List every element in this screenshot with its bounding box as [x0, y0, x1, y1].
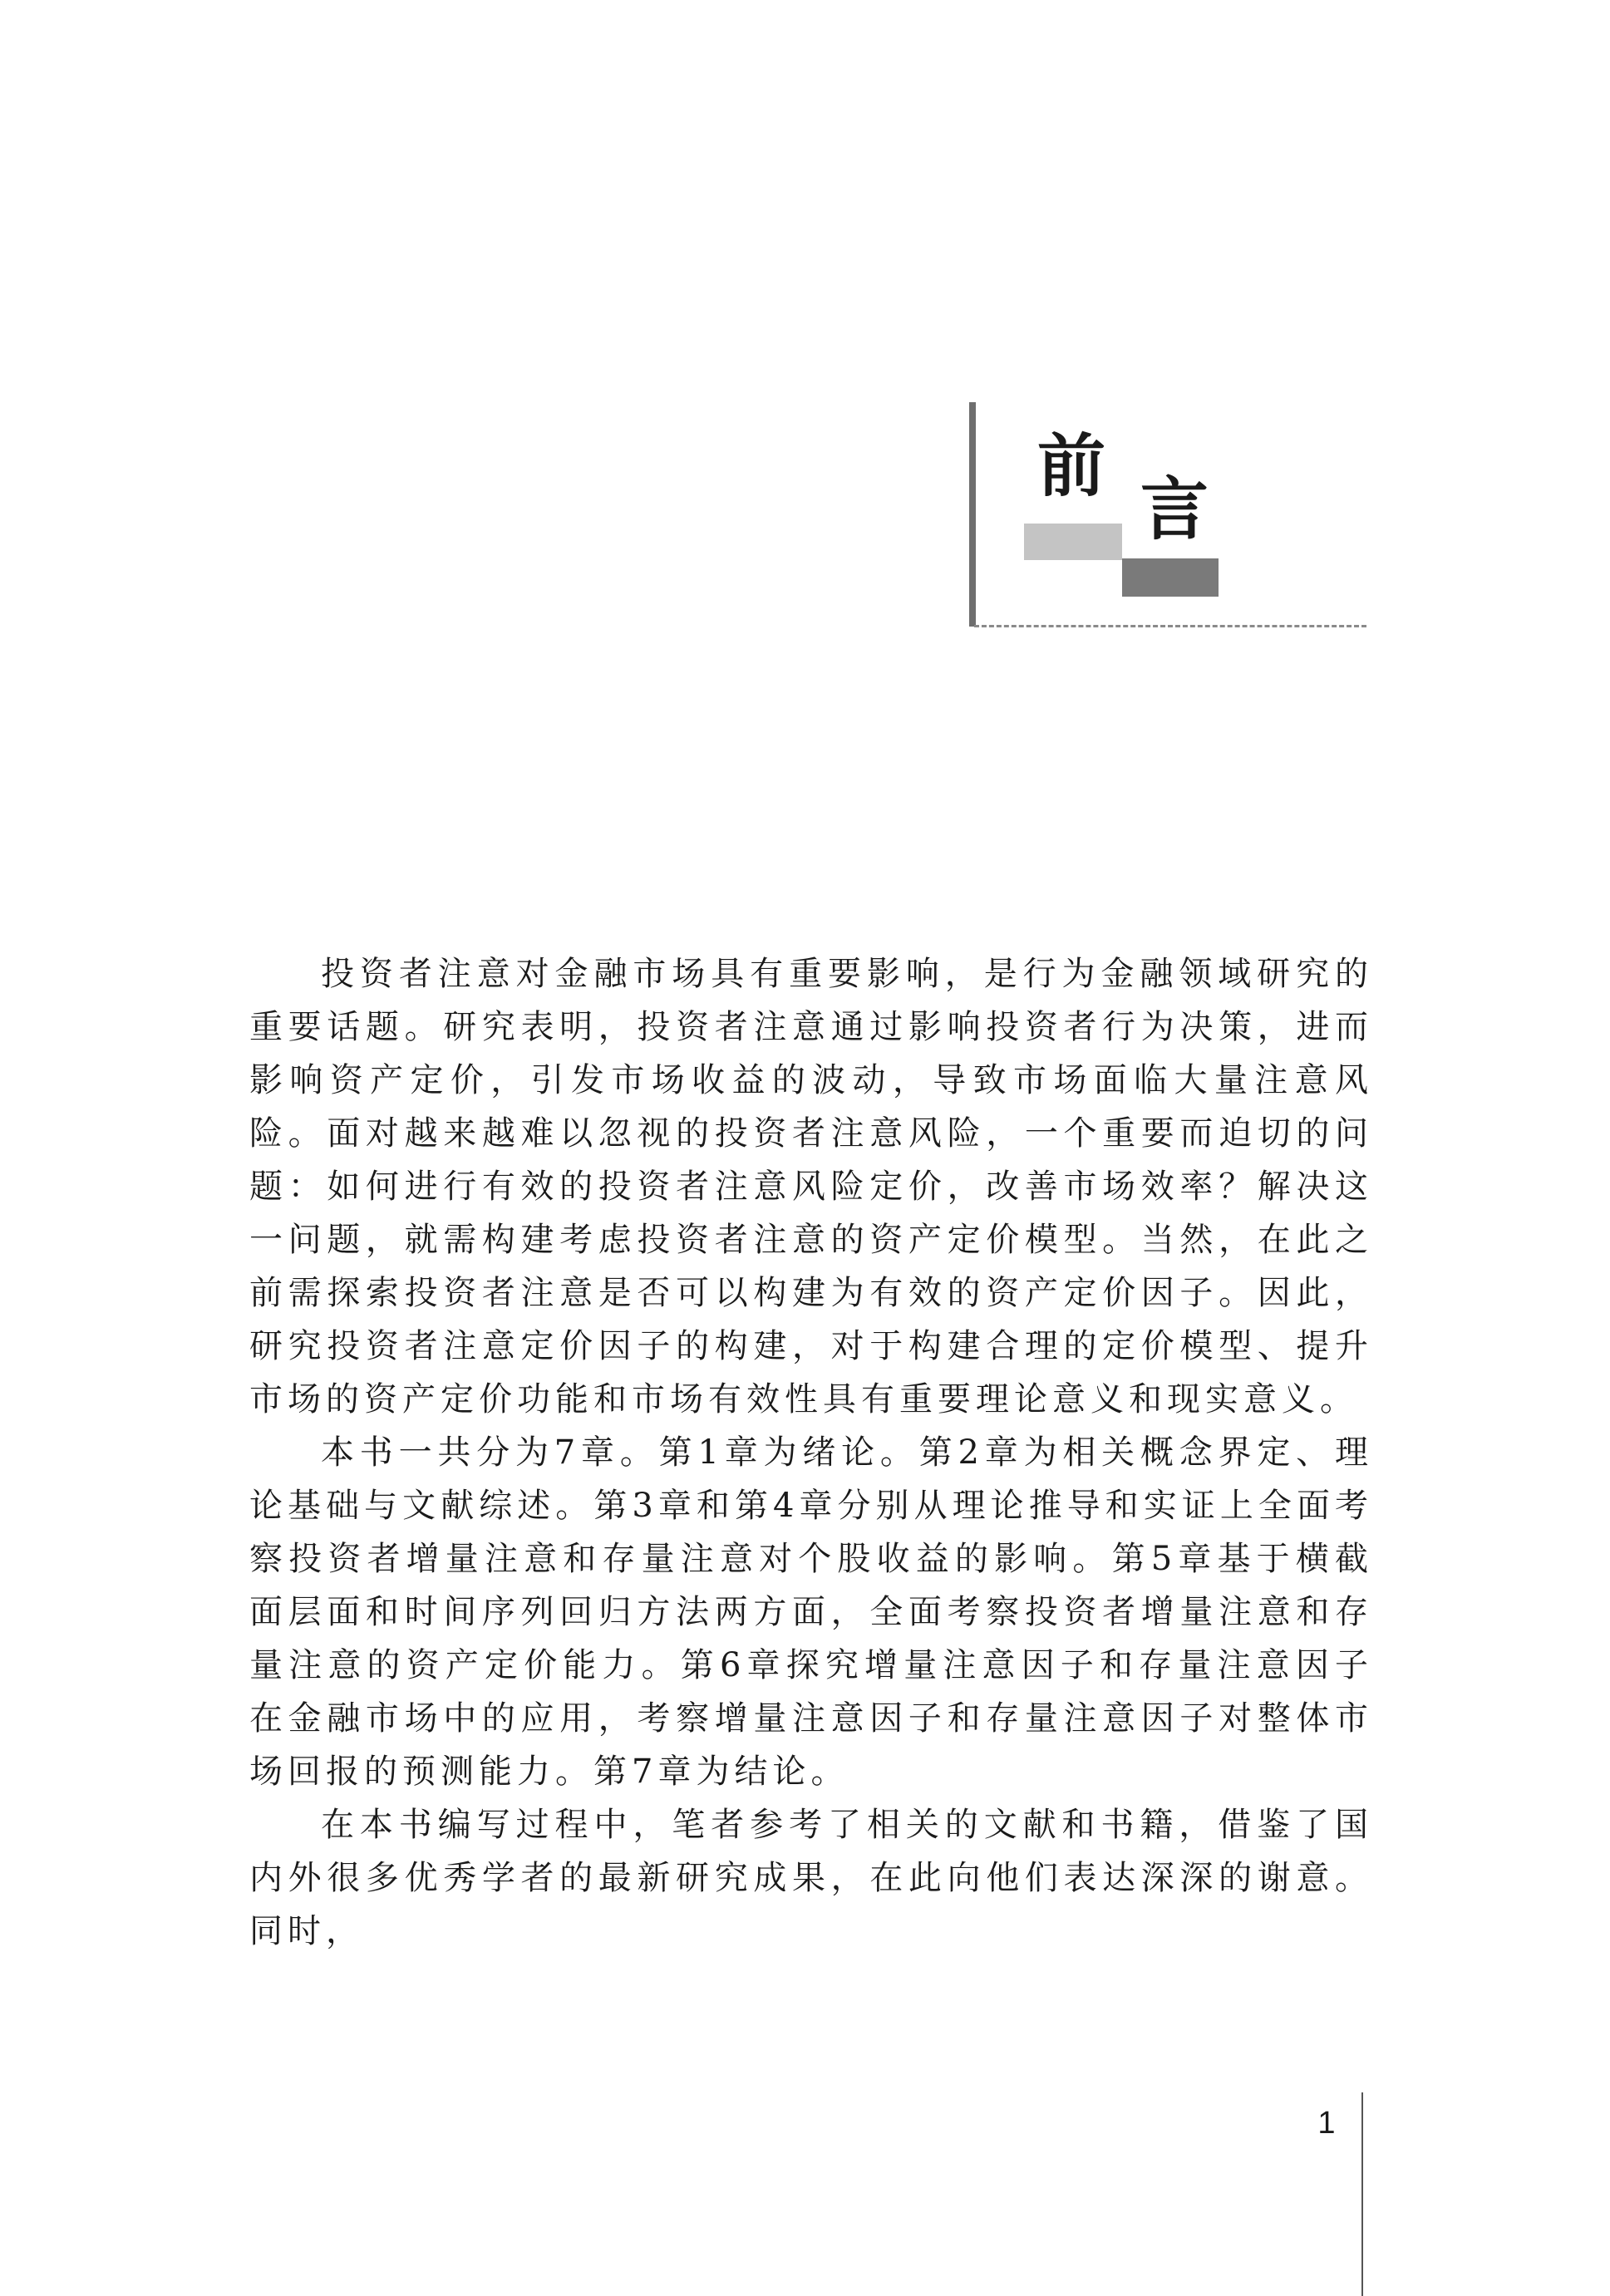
title-decoration-light-block — [1024, 524, 1122, 560]
footer-vertical-line — [1361, 2092, 1363, 2296]
paragraph-1: 投资者注意对金融市场具有重要影响，是行为金融领域研究的重要话题。研究表明，投资者注意通过影响投资者行为决策，进而影响资产定价，引发市场收益的波动，导致市场面临大量注意风险。面对越来越难以忽视的投资者注意风险，一个重要而迫切的问题：如何进行有效的投资者注意风险定价，改善市场效率？解决这一问题，就需构建考虑投资者注意的资产定价模型。当然，在此之前需探索投资者注意是否可以构建为有效的资产定价因子。因此，研究投资者注意定价因子的构建，对于构建合理的定价模型、提升市场的资产定价功能和市场有效性具有重要理论意义和现实意义。 — [249, 955, 1373, 1418]
body-text — [249, 947, 1373, 1958]
title-decoration-dark-block — [1122, 558, 1219, 597]
page-title-char-2: 言 — [1140, 470, 1209, 549]
page-number: 1 — [1317, 2106, 1336, 2141]
paragraph-2: 本书一共分为7章。第1章为绪论。第2章为相关概念界定、理论基础与文献综述。第3章和第4章分别从理论推导和实证上全面考察投资者增量注意和存量注意对个股收益的影响。第5章基于横截面层面和时间序列回归方法两方面，全面考察投资者增量注意和存量注意的资产定价能力。第6章探究增量注意因子和存量注意因子在金融市场中的应用，考察增量注意因子和存量注意因子对整体市场回报的预测能力。第7章为结论。 — [249, 1433, 1373, 1791]
title-dashed-rule — [974, 625, 1366, 627]
title-accent-bar — [969, 402, 976, 627]
paragraph-3: 在本书编写过程中，笔者参考了相关的文献和书籍，借鉴了国内外很多优秀学者的最新研究成果，在此向他们表达深深的谢意。同时， — [249, 1806, 1373, 1950]
page-title-char-1: 前 — [1037, 426, 1106, 506]
